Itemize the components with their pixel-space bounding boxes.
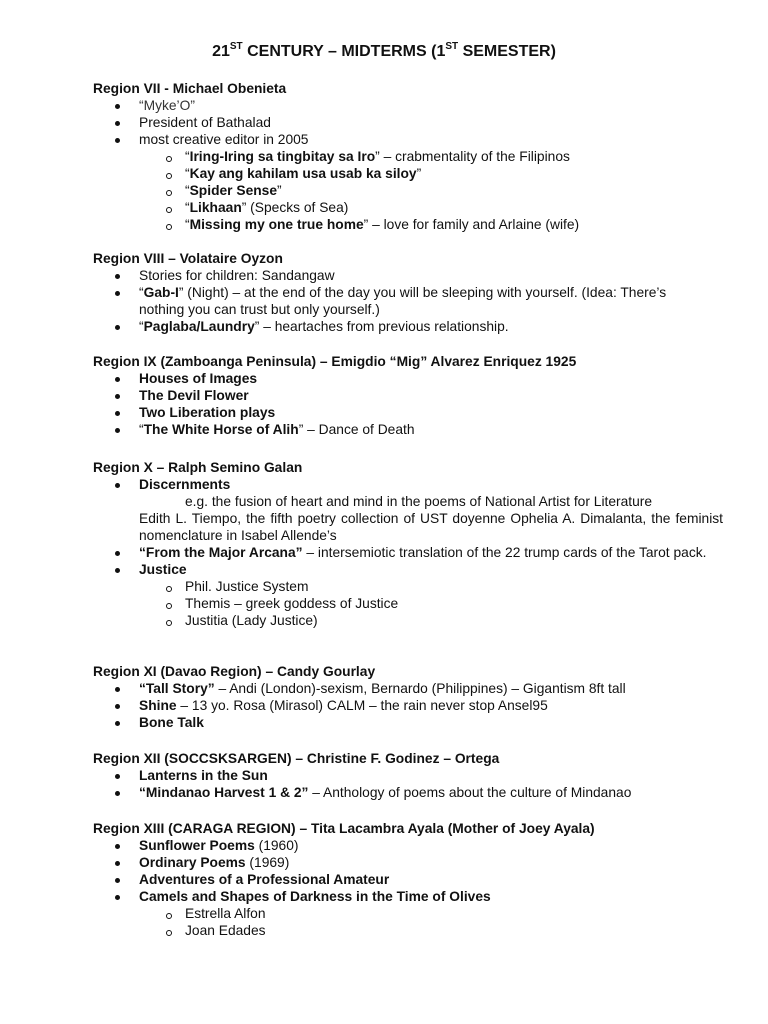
section-heading: Region XI (Davao Region) – Candy Gourlay [93, 664, 376, 679]
sub-list-item: “Spider Sense” [93, 182, 723, 199]
sub-list-item: Estrella Alfon [93, 905, 723, 922]
circle-bullet-icon [166, 156, 172, 162]
bullet-icon [115, 377, 120, 382]
list-item: The Devil Flower [93, 387, 723, 404]
circle-bullet-icon [166, 913, 172, 919]
list-item-continuation: e.g. the fusion of heart and mind in the poems of National Artist for Literature [185, 494, 653, 509]
bullet-icon [115, 291, 120, 296]
list-item: Houses of Images [93, 370, 723, 387]
list-item-continuation: nothing you can trust but only yourself.) [139, 302, 380, 317]
circle-bullet-icon [166, 224, 172, 230]
bullet-icon [115, 274, 120, 279]
bullet-icon [115, 121, 120, 126]
list-item: “Myke’O” [93, 97, 723, 114]
circle-bullet-icon [166, 930, 172, 936]
list-item: Shine – 13 yo. Rosa (Mirasol) CALM – the rain never stop Ansel95 [93, 697, 723, 714]
bullet-icon [115, 704, 120, 709]
sub-list-item: “Iring-Iring sa tingbitay sa Iro” – crabmentality of the Filipinos [93, 148, 723, 165]
section-region-x [93, 459, 723, 629]
bullet-icon [115, 878, 120, 883]
list-item: “The White Horse of Alih” – Dance of Death [93, 421, 723, 438]
circle-bullet-icon [166, 190, 172, 196]
bullet-icon [115, 483, 120, 488]
list-item: Discernments [93, 476, 723, 493]
circle-bullet-icon [166, 586, 172, 592]
list-item: Camels and Shapes of Darkness in the Time of Olives [93, 888, 723, 905]
bullet-icon [115, 138, 120, 143]
bullet-icon [115, 428, 120, 433]
bullet-icon [115, 844, 120, 849]
section-region-ix [93, 353, 723, 438]
list-item: “From the Major Arcana” – intersemiotic translation of the 22 trump cards of the Tarot pack. [93, 544, 723, 561]
sub-list-item: Themis – greek goddess of Justice [93, 595, 723, 612]
bullet-icon [115, 687, 120, 692]
list-item: “Paglaba/Laundry” – heartaches from previous relationship. [93, 318, 723, 335]
section-region-vii [93, 80, 723, 233]
section-heading: Region X – Ralph Semino Galan [93, 460, 303, 475]
page-title: 21ST CENTURY – MIDTERMS (1ST SEMESTER) [212, 40, 556, 60]
section-region-xiii [93, 820, 723, 939]
list-item: “Tall Story” – Andi (London)-sexism, Bernardo (Philippines) – Gigantism 8ft tall [93, 680, 723, 697]
list-item: Sunflower Poems (1960) [93, 837, 723, 854]
list-item: Stories for children: Sandangaw [93, 267, 723, 284]
section-heading: Region IX (Zamboanga Peninsula) – Emigdio “Mig” Alvarez Enriquez 1925 [93, 354, 577, 369]
list-item: Bone Talk [93, 714, 723, 731]
sub-list-item: Joan Edades [93, 922, 723, 939]
bullet-icon [115, 895, 120, 900]
section-region-xi [93, 663, 723, 731]
sub-list-item: Justitia (Lady Justice) [93, 612, 723, 629]
circle-bullet-icon [166, 603, 172, 609]
list-item: Justice [93, 561, 723, 578]
list-item: most creative editor in 2005 [93, 131, 723, 148]
circle-bullet-icon [166, 620, 172, 626]
list-item: “Mindanao Harvest 1 & 2” – Anthology of poems about the culture of Mindanao [93, 784, 723, 801]
bullet-icon [115, 774, 120, 779]
bullet-icon [115, 394, 120, 399]
section-heading: Region XIII (CARAGA REGION) – Tita Lacambra Ayala (Mother of Joey Ayala) [93, 821, 595, 836]
bullet-icon [115, 721, 120, 726]
list-item: Ordinary Poems (1969) [93, 854, 723, 871]
sub-list-item: Phil. Justice System [93, 578, 723, 595]
list-item-continuation: Edith L. Tiempo, the fifth poetry collection of UST doyenne Ophelia A. Dimalanta, the feminist nomenclature in Isabel Allende’s [139, 511, 723, 543]
list-item: President of Bathalad [93, 114, 723, 131]
list-item: “Gab-I” (Night) – at the end of the day you will be sleeping with yourself. (Idea: There’s [93, 284, 723, 301]
bullet-icon [115, 791, 120, 796]
bullet-icon [115, 568, 120, 573]
bullet-icon [115, 104, 120, 109]
list-item: Two Liberation plays [93, 404, 723, 421]
list-item: Adventures of a Professional Amateur [93, 871, 723, 888]
bullet-icon [115, 325, 120, 330]
circle-bullet-icon [166, 207, 172, 213]
section-region-xii [93, 750, 723, 801]
section-heading: Region XII (SOCCSKSARGEN) – Christine F. Godinez – Ortega [93, 751, 500, 766]
circle-bullet-icon [166, 173, 172, 179]
sub-list-item: “Kay ang kahilam usa usab ka siloy” [93, 165, 723, 182]
bullet-icon [115, 551, 120, 556]
bullet-icon [115, 411, 120, 416]
bullet-icon [115, 861, 120, 866]
list-item: Lanterns in the Sun [93, 767, 723, 784]
section-region-viii [93, 250, 723, 335]
section-heading: Region VII - Michael Obenieta [93, 81, 287, 96]
sub-list-item: “Missing my one true home” – love for family and Arlaine (wife) [93, 216, 723, 233]
section-heading: Region VIII – Volataire Oyzon [93, 251, 283, 266]
sub-list-item: “Likhaan” (Specks of Sea) [93, 199, 723, 216]
